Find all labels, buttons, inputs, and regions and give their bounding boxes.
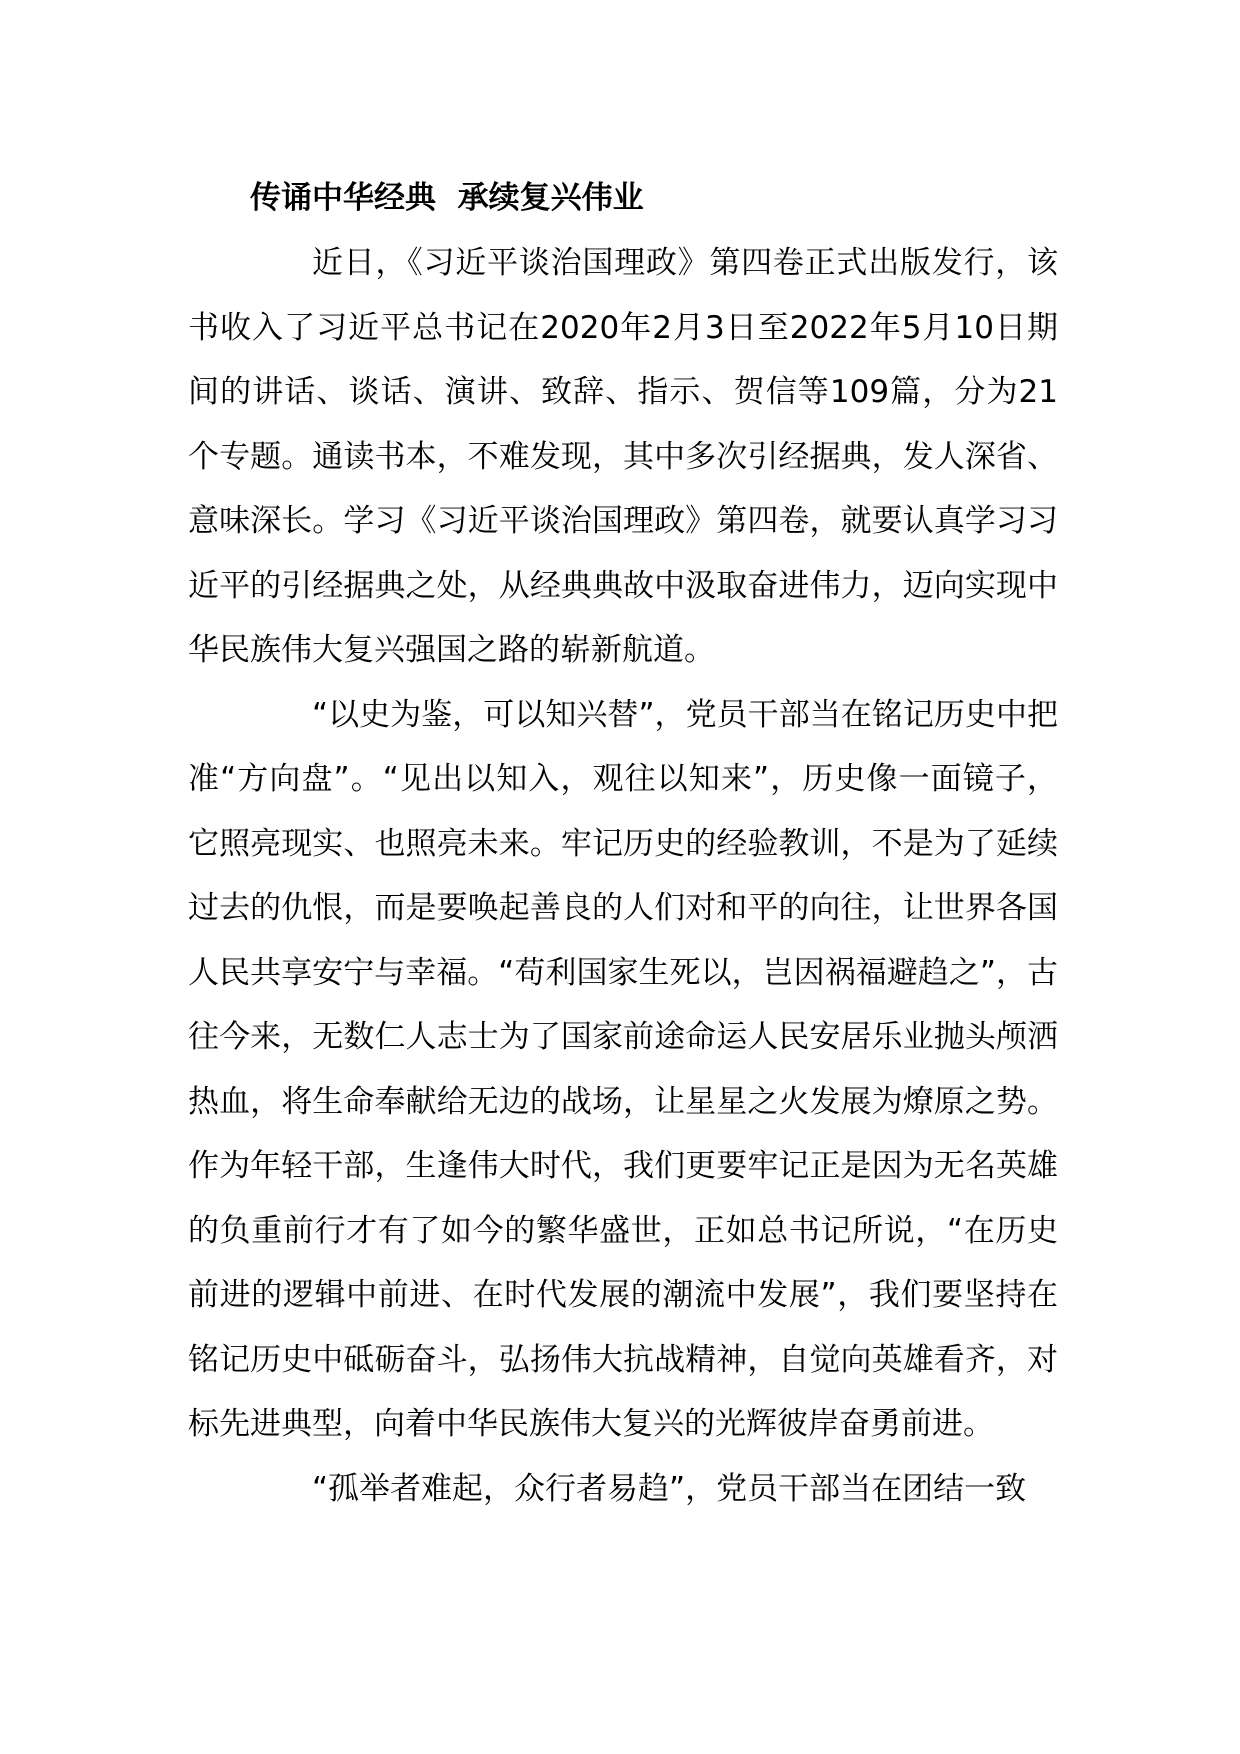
document-body	[188, 231, 1058, 1521]
document-title: 传诵中华经典 承续复兴伟业	[250, 180, 644, 216]
paragraph-1: 近日，《习近平谈治国理政》第四卷正式出版发行，该书收入了习近平总书记在2020年2月3日至2022年5月10日期间的讲话、谈话、演讲、致辞、指示、贺信等109篇，分为21个专题。通读书本，不难发现，其中多次引经据典，发人深省、意味深长。学习《习近平谈治国理政》第四卷，就要认真学习习近平的引经据典之处，从经典典故中汲取奋进伟力，迈向实现中华民族伟大复兴强国之路的崭新航道。	[188, 245, 1058, 668]
paragraph-3: “孤举者难起，众行者易趋”，党员干部当在团结一致	[312, 1470, 1027, 1507]
paragraph-2: “以史为鉴，可以知兴替”，党员干部当在铭记历史中把准“方向盘”。“见出以知入，观往以知来”，历史像一面镜子，它照亮现实、也照亮未来。牢记历史的经验教训，不是为了延续过去的仇恨，而是要唤起善良的人们对和平的向往，让世界各国人民共享安宁与幸福。“苟利国家生死以，岂因祸福避趋之”，古往今来，无数仁人志士为了国家前途命运人民安居乐业抛头颅洒热血，将生命奉献给无边的战场，让星星之火发展为燎原之势。作为年轻干部，生逢伟大时代，我们更要牢记正是因为无名英雄的负重前行才有了如今的繁华盛世，正如总书记所说，“在历史前进的逻辑中前进、在时代发展的潮流中发展”，我们要坚持在铭记历史中砥砺奋斗，弘扬伟大抗战精神，自觉向英雄看齐，对标先进典型，向着中华民族伟大复兴的光辉彼岸奋勇前进。	[188, 696, 1058, 1442]
